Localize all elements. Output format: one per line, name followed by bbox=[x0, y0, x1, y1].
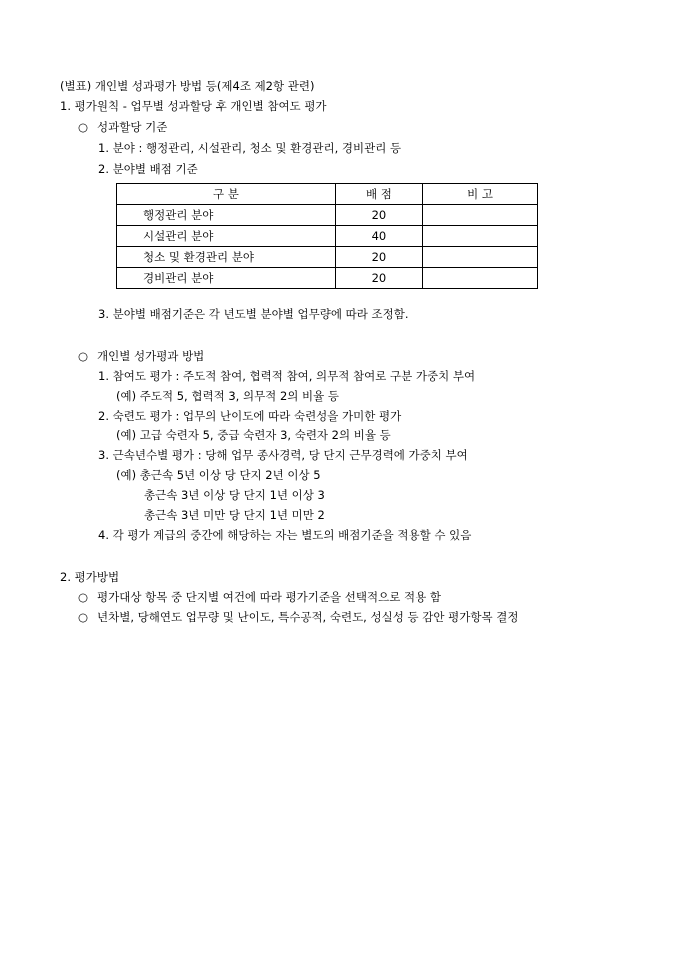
bullet-icon: ○ bbox=[78, 610, 89, 624]
list-item: 1. 참여도 평가 : 주도적 참여, 협력적 참여, 의무적 참여로 구분 가중치 부여 bbox=[98, 369, 476, 383]
table-cell-score: 20 bbox=[335, 268, 422, 289]
section-2-heading: 2. 평가방법 bbox=[60, 570, 120, 584]
table-cell-note bbox=[423, 247, 538, 268]
section-1-heading: 1. 평가원칙 - 업무별 성과할당 후 개인별 참여도 평가 bbox=[60, 99, 327, 113]
example-line: (예) 주도적 5, 협력적 3, 의무적 2의 비율 등 bbox=[116, 389, 340, 403]
table-cell-field: 행정관리 분야 bbox=[117, 205, 336, 226]
table-row bbox=[117, 247, 538, 268]
document-title: (별표) 개인별 성과평가 방법 등(제4조 제2항 관련) bbox=[60, 79, 315, 93]
list-item: 1. 분야 : 행정관리, 시설관리, 청소 및 환경관리, 경비관리 등 bbox=[98, 141, 402, 155]
table-cell-note bbox=[423, 205, 538, 226]
list-item: 평가대상 항목 중 단지별 여건에 따라 평가기준을 선택적으로 적용 함 bbox=[97, 590, 441, 604]
table-header-row bbox=[117, 184, 538, 205]
list-item: 2. 숙련도 평가 : 업무의 난이도에 따라 숙련성을 가미한 평가 bbox=[98, 409, 402, 423]
table-cell-note bbox=[423, 268, 538, 289]
table-cell-note bbox=[423, 226, 538, 247]
example-line: 총근속 3년 이상 당 단지 1년 이상 3 bbox=[144, 488, 325, 502]
table-header: 비 고 bbox=[423, 184, 538, 205]
table-cell-score: 40 bbox=[335, 226, 422, 247]
table-header: 구 분 bbox=[117, 184, 336, 205]
table-row bbox=[117, 205, 538, 226]
table-cell-field: 시설관리 분야 bbox=[117, 226, 336, 247]
list-item: 년차별, 당해연도 업무량 및 난이도, 특수공적, 숙련도, 성실성 등 감안 평가항목 결정 bbox=[97, 610, 519, 624]
table-header: 배 점 bbox=[335, 184, 422, 205]
subsection-heading: 성과할당 기준 bbox=[97, 120, 168, 134]
bullet-icon: ○ bbox=[78, 590, 89, 604]
table-row bbox=[117, 226, 538, 247]
list-item: 4. 각 평가 계급의 중간에 해당하는 자는 별도의 배점기준을 적용할 수 있음 bbox=[98, 528, 472, 542]
score-table bbox=[116, 183, 538, 289]
example-line: (예) 총근속 5년 이상 당 단지 2년 이상 5 bbox=[116, 468, 321, 482]
example-line: (예) 고급 숙련자 5, 중급 숙련자 3, 숙련자 2의 비율 등 bbox=[116, 428, 391, 442]
bullet-icon: ○ bbox=[78, 349, 89, 363]
list-item: 3. 근속년수별 평가 : 당해 업무 종사경력, 당 단지 근무경력에 가중치 부여 bbox=[98, 448, 468, 462]
table-cell-field: 청소 및 환경관리 분야 bbox=[117, 247, 336, 268]
example-line: 총근속 3년 미만 당 단지 1년 미만 2 bbox=[144, 508, 325, 522]
table-cell-score: 20 bbox=[335, 205, 422, 226]
table-cell-score: 20 bbox=[335, 247, 422, 268]
table-row bbox=[117, 268, 538, 289]
list-item: 2. 분야별 배점 기준 bbox=[98, 162, 198, 176]
list-item: 3. 분야별 배점기준은 각 년도별 분야별 업무량에 따라 조정함. bbox=[98, 307, 409, 321]
subsection-heading: 개인별 성가평과 방법 bbox=[97, 349, 205, 363]
table-cell-field: 경비관리 분야 bbox=[117, 268, 336, 289]
bullet-icon: ○ bbox=[78, 120, 89, 134]
